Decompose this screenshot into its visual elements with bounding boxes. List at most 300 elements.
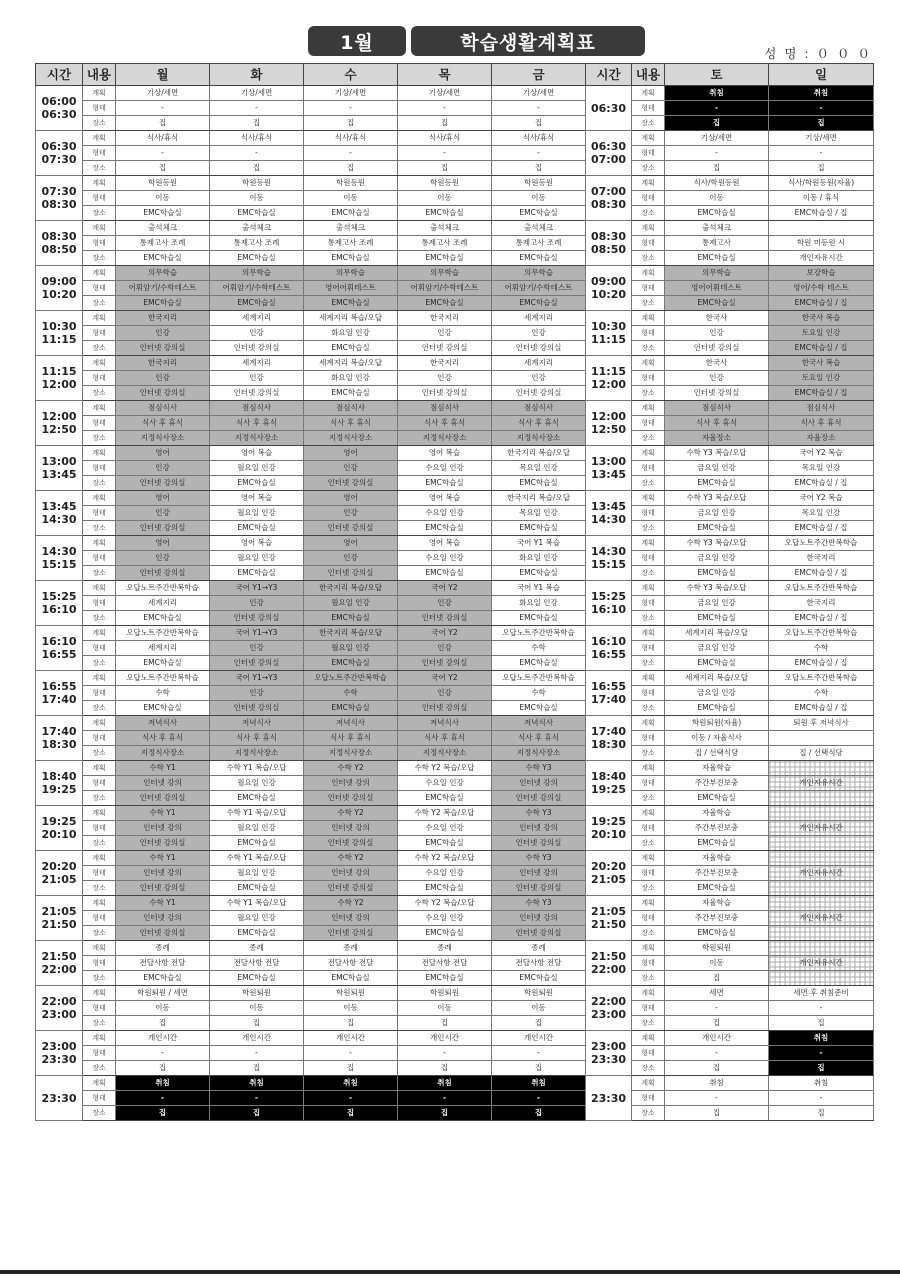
cell-tue: EMC학습실	[210, 206, 304, 221]
cell-fri: 인터넷 강의실	[492, 791, 586, 806]
col-header-mon: 월	[116, 64, 210, 86]
cell-mon: -	[116, 146, 210, 161]
cell-fri: 화요일 인강	[492, 551, 586, 566]
cell-mon: 학원퇴원 / 세면	[116, 986, 210, 1001]
cell-fri: 세계지리	[492, 356, 586, 371]
schedule-row	[36, 116, 874, 131]
cell-tue: -	[210, 1091, 304, 1106]
schedule-row	[36, 731, 874, 746]
cell-wed: 식사 후 휴식	[304, 416, 398, 431]
row-label: 계획	[632, 851, 665, 866]
weekday-time	[36, 581, 83, 626]
cell-wed: 통제고사 조례	[304, 236, 398, 251]
cell-sun: 집	[769, 1016, 874, 1031]
row-label: 계획	[632, 626, 665, 641]
row-label: 계획	[632, 536, 665, 551]
cell-tue: 종례	[210, 941, 304, 956]
cell-wed: EMC학습실	[304, 341, 398, 356]
cell-sat: 집	[665, 161, 769, 176]
cell-tue: 지정식사장소	[210, 431, 304, 446]
cell-sat: 수학 Y3 복습/오답	[665, 536, 769, 551]
cell-sun	[769, 836, 874, 851]
row-label: 형태	[632, 461, 665, 476]
cell-tue: 집	[210, 1061, 304, 1076]
cell-wed: -	[304, 146, 398, 161]
schedule-row	[36, 311, 874, 326]
cell-thu: 의무학습	[398, 266, 492, 281]
schedule-row	[36, 971, 874, 986]
cell-sat: 금요일 인강	[665, 596, 769, 611]
cell-sat: 출석체크	[665, 221, 769, 236]
row-label: 형태	[632, 956, 665, 971]
cell-mon: EMC학습실	[116, 206, 210, 221]
cell-thu: EMC학습실	[398, 476, 492, 491]
cell-tue: 수학 Y1 복습/오답	[210, 806, 304, 821]
cell-sun: 한국사 복습	[769, 356, 874, 371]
cell-sat: 집	[665, 1061, 769, 1076]
time-text: 16:55	[41, 648, 77, 661]
cell-sun: EMC학습실 / 집	[769, 476, 874, 491]
schedule-row	[36, 146, 874, 161]
schedule-row	[36, 956, 874, 971]
row-label: 계획	[632, 941, 665, 956]
cell-wed: 출석체크	[304, 221, 398, 236]
row-label: 계획	[83, 626, 116, 641]
cell-fri: 인터넷 강의실	[492, 386, 586, 401]
cell-mon: 오답노트주간반복학습	[116, 581, 210, 596]
row-label: 장소	[632, 746, 665, 761]
cell-fri: 출석체크	[492, 221, 586, 236]
cell-sat: -	[665, 146, 769, 161]
cell-sun: 오답노트주간반복학습	[769, 536, 874, 551]
cell-tue: 집	[210, 1106, 304, 1121]
row-label: 계획	[83, 221, 116, 236]
time-text: 13:45	[590, 500, 626, 513]
cell-thu: EMC학습실	[398, 836, 492, 851]
row-label: 계획	[632, 221, 665, 236]
cell-fri: 국어 Y1 복습	[492, 581, 586, 596]
weekend-time	[586, 851, 632, 896]
cell-tue: 영어 복습	[210, 446, 304, 461]
cell-sun: -	[769, 1046, 874, 1061]
cell-tue: 집	[210, 161, 304, 176]
cell-sun: 집	[769, 116, 874, 131]
row-label: 형태	[83, 506, 116, 521]
cell-thu: EMC학습실	[398, 251, 492, 266]
cell-sat: 집 / 선택식당	[665, 746, 769, 761]
cell-sat: EMC학습실	[665, 566, 769, 581]
row-label: 장소	[632, 1061, 665, 1076]
row-label: 형태	[632, 821, 665, 836]
cell-mon: 수학 Y1	[116, 896, 210, 911]
cell-sat: 집	[665, 1016, 769, 1031]
row-label: 형태	[632, 731, 665, 746]
cell-thu: 점심식사	[398, 401, 492, 416]
page-title: 학습생활계획표	[411, 26, 645, 56]
row-label: 계획	[632, 581, 665, 596]
cell-sun: 식사/학원등원(자율)	[769, 176, 874, 191]
row-label: 형태	[632, 281, 665, 296]
cell-thu: 집	[398, 1061, 492, 1076]
time-text: 12:50	[590, 423, 626, 436]
cell-wed: 수학 Y2	[304, 851, 398, 866]
row-label: 형태	[83, 821, 116, 836]
schedule-row	[36, 1001, 874, 1016]
row-label: 계획	[83, 1076, 116, 1091]
time-text: 19:25	[41, 815, 77, 828]
cell-tue: 이동	[210, 1001, 304, 1016]
cell-wed: 식사 후 휴식	[304, 731, 398, 746]
schedule-row	[36, 1046, 874, 1061]
time-text: 21:05	[590, 873, 626, 886]
cell-sat: -	[665, 1001, 769, 1016]
cell-tue: 어휘암기/수학테스트	[210, 281, 304, 296]
cell-tue: 집	[210, 1016, 304, 1031]
row-label: 장소	[83, 611, 116, 626]
schedule-row	[36, 581, 874, 596]
weekday-time	[36, 1076, 83, 1121]
cell-tue: 수학 Y1 복습/오답	[210, 896, 304, 911]
cell-wed: 인강	[304, 461, 398, 476]
cell-fri: 수학 Y3	[492, 851, 586, 866]
cell-thu: 식사/휴식	[398, 131, 492, 146]
cell-wed: EMC학습실	[304, 296, 398, 311]
schedule-row	[36, 371, 874, 386]
cell-tue: 인강	[210, 641, 304, 656]
schedule-row	[36, 626, 874, 641]
cell-sat: 기상/세면	[665, 131, 769, 146]
cell-wed: EMC학습실	[304, 701, 398, 716]
cell-sun: 오답노트주간반복학습	[769, 581, 874, 596]
schedule-row	[36, 671, 874, 686]
cell-sun: 오답노트주간반복학습	[769, 671, 874, 686]
cell-mon: EMC학습실	[116, 611, 210, 626]
cell-mon: 한국지리	[116, 311, 210, 326]
cell-fri: 수학 Y3	[492, 806, 586, 821]
cell-mon: 인터넷 강의	[116, 911, 210, 926]
row-label: 장소	[83, 116, 116, 131]
time-text: 18:30	[590, 738, 626, 751]
cell-sun: -	[769, 146, 874, 161]
cell-wed: 종례	[304, 941, 398, 956]
cell-thu: 통제고사 조례	[398, 236, 492, 251]
cell-thu: 수요일 인강	[398, 866, 492, 881]
cell-fri: 개인시간	[492, 1031, 586, 1046]
schedule-row	[36, 221, 874, 236]
schedule-row	[36, 776, 874, 791]
row-label: 장소	[632, 566, 665, 581]
schedule-row	[36, 1016, 874, 1031]
cell-wed: 인터넷 강의실	[304, 836, 398, 851]
row-label: 계획	[632, 311, 665, 326]
cell-sat: 주간부진보충	[665, 821, 769, 836]
weekend-time	[586, 581, 632, 626]
time-text: 06:00	[41, 95, 77, 108]
cell-thu: 수요일 인강	[398, 506, 492, 521]
cell-tue: -	[210, 1046, 304, 1061]
cell-mon: EMC학습실	[116, 701, 210, 716]
weekday-time	[36, 806, 83, 851]
cell-fri: 지정식사장소	[492, 746, 586, 761]
cell-sat: 식사/학원등원	[665, 176, 769, 191]
row-label: 장소	[83, 926, 116, 941]
col-header-time: 시간	[36, 64, 83, 86]
cell-thu: 지정식사장소	[398, 431, 492, 446]
cell-sun	[769, 851, 874, 866]
row-label: 형태	[83, 101, 116, 116]
cell-mon: 인터넷 강의실	[116, 566, 210, 581]
row-label: 계획	[632, 671, 665, 686]
weekday-time	[36, 131, 83, 176]
row-label: 계획	[83, 536, 116, 551]
schedule-row	[36, 566, 874, 581]
cell-wed: EMC학습실	[304, 611, 398, 626]
weekend-time	[586, 131, 632, 176]
row-label: 장소	[83, 791, 116, 806]
cell-thu: EMC학습실	[398, 521, 492, 536]
cell-sun	[769, 926, 874, 941]
cell-sat: EMC학습실	[665, 836, 769, 851]
cell-wed: 집	[304, 1061, 398, 1076]
cell-tue: 인강	[210, 371, 304, 386]
time-text: 07:00	[590, 185, 626, 198]
cell-tue: 인터넷 강의실	[210, 701, 304, 716]
cell-sat: EMC학습실	[665, 656, 769, 671]
time-text: 15:25	[590, 590, 626, 603]
cell-sun: 취침	[769, 1031, 874, 1046]
row-label: 장소	[632, 926, 665, 941]
weekday-time	[36, 671, 83, 716]
row-label: 장소	[632, 1016, 665, 1031]
row-label: 계획	[83, 581, 116, 596]
cell-mon: 전달사항 전달	[116, 956, 210, 971]
cell-sun: 취침	[769, 1076, 874, 1091]
cell-mon: 이동	[116, 1001, 210, 1016]
cell-sun: 목요일 인강	[769, 461, 874, 476]
time-text: 08:30	[590, 230, 626, 243]
row-label: 형태	[83, 371, 116, 386]
cell-sun: EMC학습실 / 집	[769, 521, 874, 536]
time-text: 14:30	[590, 513, 626, 526]
cell-mon: 인터넷 강의실	[116, 926, 210, 941]
schedule-row	[36, 1091, 874, 1106]
cell-thu: 한국지리	[398, 311, 492, 326]
cell-sat: 주간부진보충	[665, 911, 769, 926]
schedule-row	[36, 176, 874, 191]
cell-wed: 인강	[304, 551, 398, 566]
row-label: 형태	[632, 101, 665, 116]
weekend-time	[586, 536, 632, 581]
cell-fri: 화요일 인강	[492, 596, 586, 611]
weekday-time	[36, 176, 83, 221]
schedule-row	[36, 536, 874, 551]
cell-fri: 식사 후 휴식	[492, 731, 586, 746]
schedule-row	[36, 1061, 874, 1076]
cell-sun	[769, 221, 874, 236]
cell-wed: 인터넷 강의실	[304, 521, 398, 536]
row-label: 장소	[83, 746, 116, 761]
row-label: 장소	[83, 206, 116, 221]
cell-fri: 점심식사	[492, 401, 586, 416]
weekday-time	[36, 896, 83, 941]
cell-sat: EMC학습실	[665, 251, 769, 266]
row-label: 장소	[632, 791, 665, 806]
cell-sat: 이동 / 자율식사	[665, 731, 769, 746]
cell-thu: -	[398, 101, 492, 116]
weekday-time	[36, 491, 83, 536]
cell-sat: 금요일 인강	[665, 641, 769, 656]
time-text: 13:45	[41, 500, 77, 513]
row-label: 형태	[632, 1001, 665, 1016]
cell-mon: 집	[116, 116, 210, 131]
cell-fri: 집	[492, 1061, 586, 1076]
cell-mon: -	[116, 1046, 210, 1061]
cell-wed: 인터넷 강의실	[304, 926, 398, 941]
schedule-row	[36, 521, 874, 536]
time-text: 15:25	[41, 590, 77, 603]
weekend-time	[586, 896, 632, 941]
row-label: 형태	[632, 371, 665, 386]
cell-fri: 취침	[492, 1076, 586, 1091]
cell-thu: -	[398, 146, 492, 161]
student-name: 성 명 : ０ ０ ０	[764, 46, 872, 61]
schedule-row	[36, 701, 874, 716]
cell-mon: 집	[116, 1106, 210, 1121]
row-label: 계획	[632, 446, 665, 461]
cell-fri: 수학 Y3	[492, 896, 586, 911]
cell-sun: -	[769, 1001, 874, 1016]
cell-thu: 영어 복습	[398, 536, 492, 551]
cell-wed: EMC학습실	[304, 656, 398, 671]
schedule-row	[36, 866, 874, 881]
col-header-sun: 일	[769, 64, 874, 86]
time-text: 13:45	[41, 468, 77, 481]
row-label: 형태	[83, 1001, 116, 1016]
row-label: 장소	[83, 1106, 116, 1121]
cell-mon: 기상/세면	[116, 86, 210, 101]
cell-thu: 지정식사장소	[398, 746, 492, 761]
row-label: 계획	[632, 266, 665, 281]
cell-fri: 집	[492, 1016, 586, 1031]
cell-fri: 오답노트주간반복학습	[492, 671, 586, 686]
cell-wed: 한국지리 복습/오답	[304, 581, 398, 596]
cell-sun: EMC학습실 / 집	[769, 386, 874, 401]
cell-wed: 인터넷 강의	[304, 776, 398, 791]
cell-thu: 인강	[398, 641, 492, 656]
time-text: 21:05	[41, 873, 77, 886]
cell-fri: 의무학습	[492, 266, 586, 281]
row-label: 장소	[632, 296, 665, 311]
cell-mon: 이동	[116, 191, 210, 206]
cell-mon: 인강	[116, 551, 210, 566]
cell-sat: 자율장소	[665, 431, 769, 446]
row-label: 형태	[83, 1046, 116, 1061]
schedule-row	[36, 86, 874, 101]
cell-fri: -	[492, 101, 586, 116]
time-text: 11:15	[590, 365, 626, 378]
cell-fri: 오답노트주간반복학습	[492, 626, 586, 641]
cell-wed: 한국지리 복습/오답	[304, 626, 398, 641]
cell-wed: EMC학습실	[304, 251, 398, 266]
row-label: 장소	[632, 521, 665, 536]
cell-wed: 전달사항 전달	[304, 956, 398, 971]
cell-fri: 인터넷 강의실	[492, 341, 586, 356]
row-label: 계획	[83, 716, 116, 731]
cell-wed: 화요일 인강	[304, 371, 398, 386]
schedule-row	[36, 596, 874, 611]
time-text: 20:20	[41, 860, 77, 873]
cell-wed: -	[304, 101, 398, 116]
row-label: 장소	[83, 1016, 116, 1031]
cell-tue: EMC학습실	[210, 521, 304, 536]
row-label: 계획	[632, 131, 665, 146]
cell-thu: 국어 Y2	[398, 626, 492, 641]
cell-wed: 월요일 인강	[304, 596, 398, 611]
cell-thu: 영어 복습	[398, 446, 492, 461]
cell-mon: 영어	[116, 536, 210, 551]
cell-thu: 집	[398, 1016, 492, 1031]
time-text: 15:15	[590, 558, 626, 571]
cell-mon: EMC학습실	[116, 971, 210, 986]
cell-fri: 한국지리 복습/오답	[492, 446, 586, 461]
cell-fri: 국어 Y1 복습	[492, 536, 586, 551]
cell-mon: 점심식사	[116, 401, 210, 416]
schedule-row	[36, 1031, 874, 1046]
time-text: 21:50	[590, 950, 626, 963]
cell-sun	[769, 881, 874, 896]
cell-mon: 인터넷 강의실	[116, 476, 210, 491]
cell-tue: 인터넷 강의실	[210, 386, 304, 401]
cell-mon: 의무학습	[116, 266, 210, 281]
cell-sat: EMC학습실	[665, 476, 769, 491]
cell-fri: 기상/세면	[492, 86, 586, 101]
cell-sat: EMC학습실	[665, 296, 769, 311]
cell-thu: 수학 Y2 복습/오답	[398, 761, 492, 776]
cell-thu: 어휘암기/수학테스트	[398, 281, 492, 296]
cell-wed: 지정식사장소	[304, 431, 398, 446]
row-label: 장소	[632, 341, 665, 356]
cell-tue: 영어 복습	[210, 536, 304, 551]
row-label: 계획	[632, 761, 665, 776]
cell-sat: 금요일 인강	[665, 686, 769, 701]
row-label: 계획	[83, 401, 116, 416]
schedule-row	[36, 851, 874, 866]
schedule-row	[36, 746, 874, 761]
cell-mon: 식사 후 휴식	[116, 731, 210, 746]
time-text: 16:55	[590, 680, 626, 693]
col-header-content: 내용	[83, 64, 116, 86]
cell-tue: 집	[210, 116, 304, 131]
weekday-time	[36, 356, 83, 401]
cell-sun: EMC학습실 / 집	[769, 611, 874, 626]
time-text: 17:40	[41, 725, 77, 738]
row-label: 계획	[83, 761, 116, 776]
cell-sat: 주간부진보충	[665, 866, 769, 881]
cell-sat: EMC학습실	[665, 881, 769, 896]
time-text: 21:50	[41, 918, 77, 931]
cell-thu: 수요일 인강	[398, 821, 492, 836]
time-text: 12:00	[590, 378, 626, 391]
cell-mon: 수학 Y1	[116, 806, 210, 821]
cell-fri: EMC학습실	[492, 251, 586, 266]
row-label: 계획	[632, 356, 665, 371]
cell-wed: 영어	[304, 446, 398, 461]
row-label: 장소	[83, 566, 116, 581]
cell-fri: 인터넷 강의	[492, 866, 586, 881]
cell-wed: -	[304, 1091, 398, 1106]
cell-mon: 인터넷 강의실	[116, 791, 210, 806]
weekday-time	[36, 86, 83, 131]
